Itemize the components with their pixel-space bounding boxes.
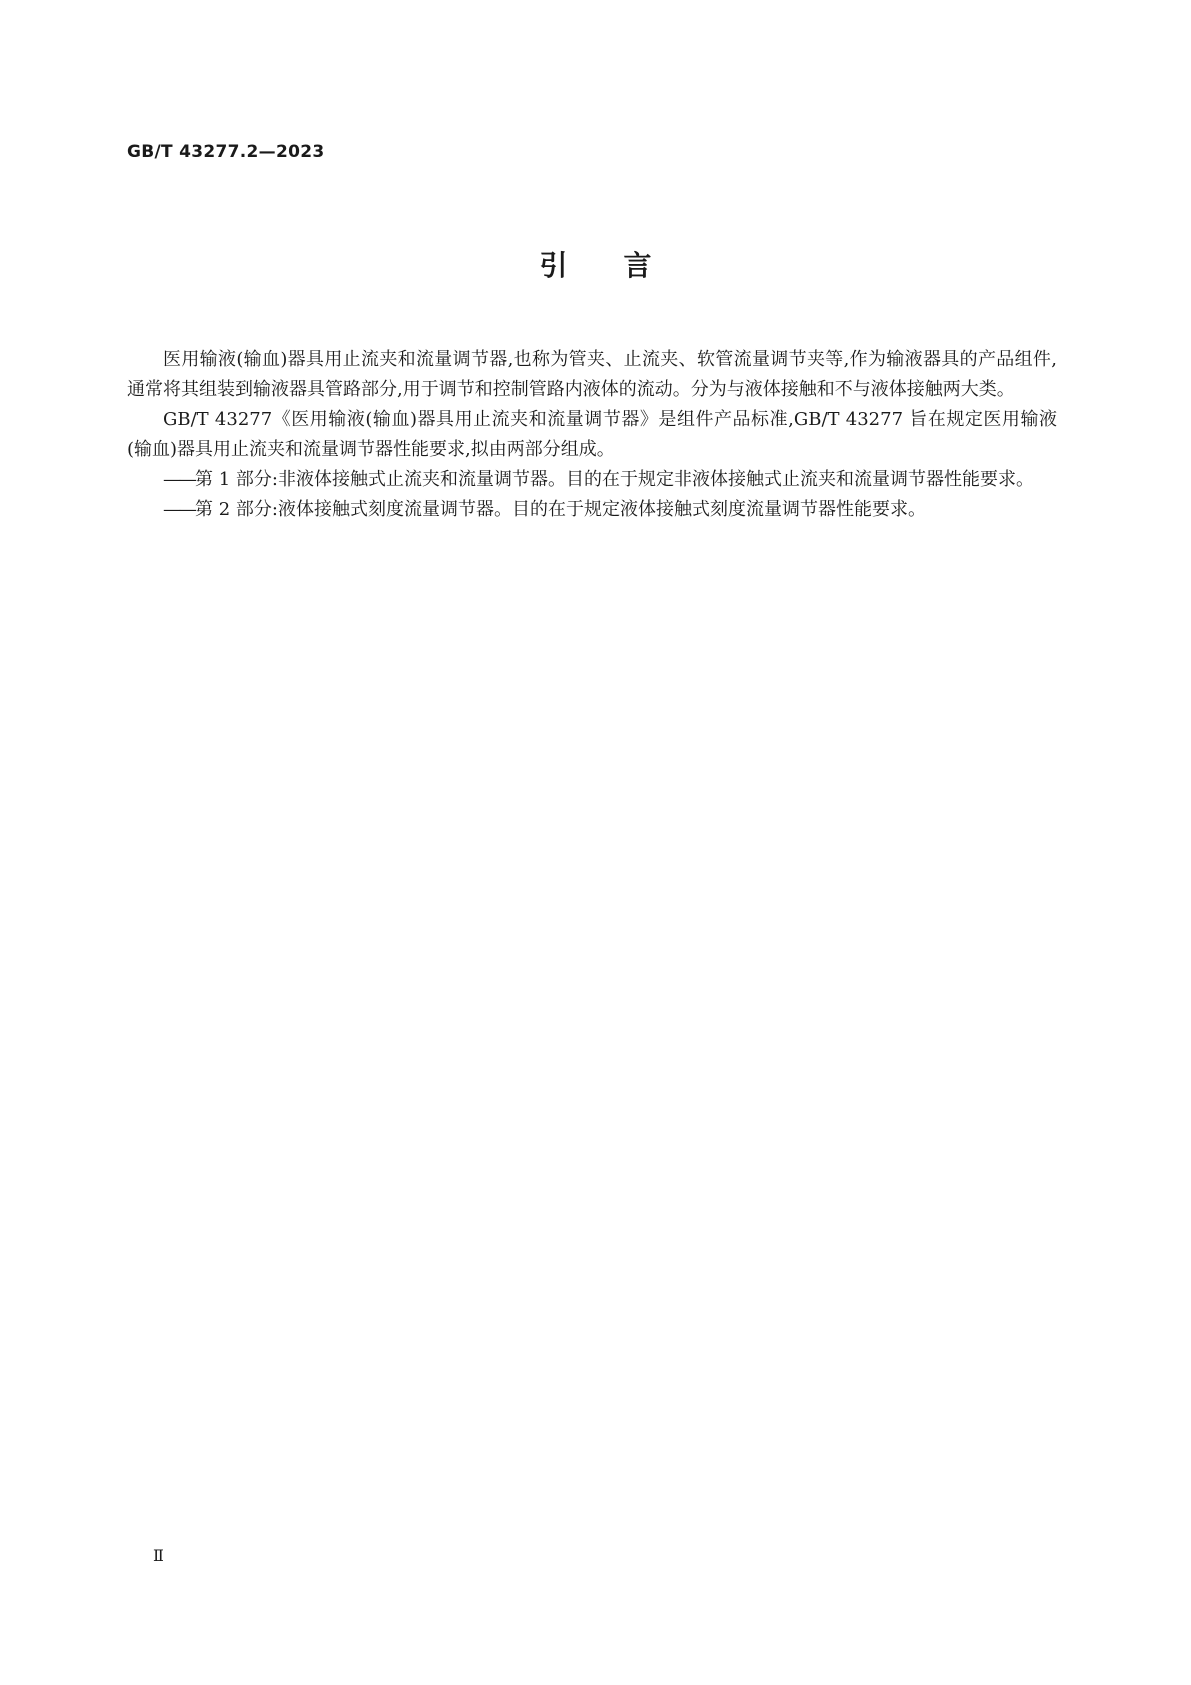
dash-marker: —— [163, 499, 195, 520]
document-body [127, 345, 1057, 525]
list-item-part-1 [127, 465, 1057, 495]
page-number: Ⅱ [153, 1546, 164, 1565]
list-item-text: 第 2 部分:液体接触式刻度流量调节器。目的在于规定液体接触式刻度流量调节器性能要求。 [195, 499, 926, 520]
intro-paragraph-2: GB/T 43277《医用输液(输血)器具用止流夹和流量调节器》是组件产品标准,GB/T 43277 旨在规定医用输液(输血)器具用止流夹和流量调节器性能要求,拟由两部分组成。 [127, 409, 1057, 460]
page-title: 引言 [539, 249, 708, 282]
dash-marker: —— [163, 469, 195, 490]
list-item-part-2 [127, 495, 1057, 525]
list-item-text: 第 1 部分:非液体接触式止流夹和流量调节器。目的在于规定非液体接触式止流夹和流量调节器性能要求。 [195, 469, 1034, 490]
intro-paragraph-1: 医用输液(输血)器具用止流夹和流量调节器,也称为管夹、止流夹、软管流量调节夹等,作为输液器具的产品组件,通常将其组装到输液器具管路部分,用于调节和控制管路内液体的流动。分为与液体接触和不与液体接触两大类。 [127, 349, 1057, 400]
standard-code: GB/T 43277.2—2023 [127, 142, 325, 162]
